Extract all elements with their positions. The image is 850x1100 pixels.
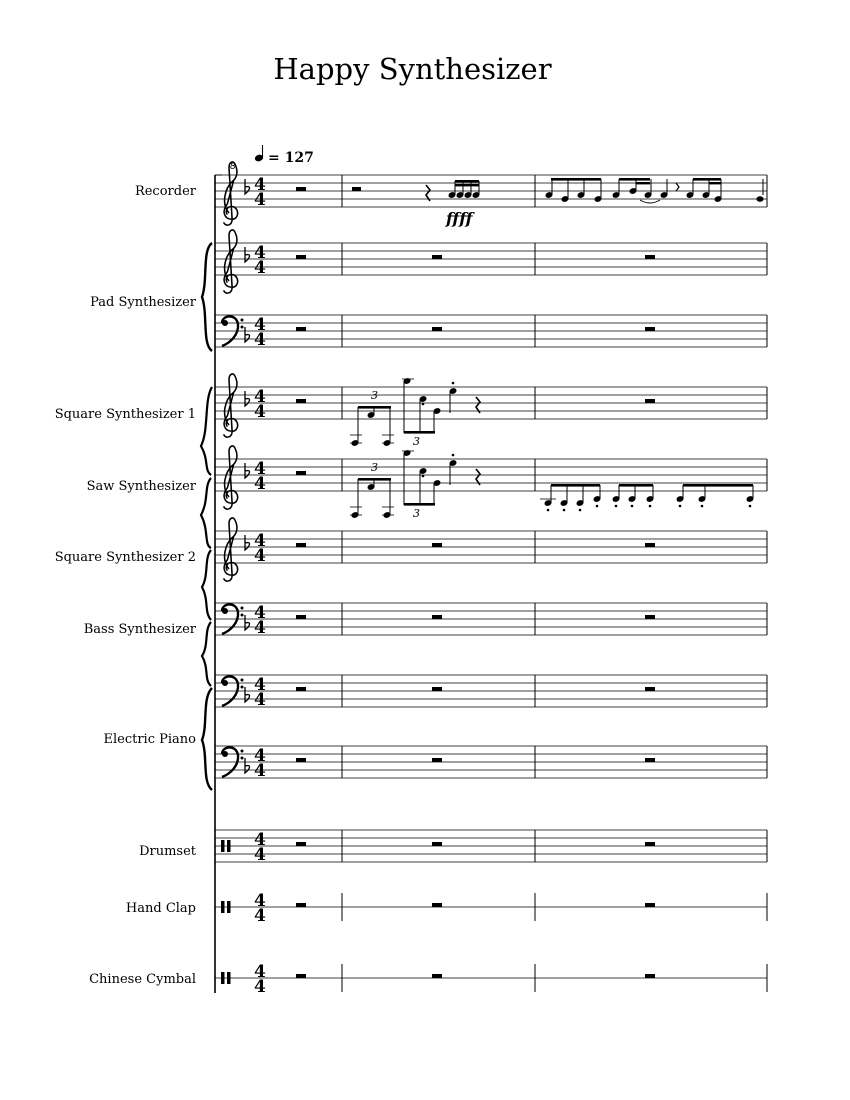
whole-rest — [432, 255, 442, 259]
tuplet-label: 3 — [371, 461, 378, 474]
time-sig-numerator: 4 — [254, 175, 266, 195]
whole-rest — [645, 974, 655, 978]
beam — [551, 484, 600, 487]
beam — [404, 431, 435, 434]
whole-rest — [645, 842, 655, 846]
tuplet-label: 3 — [413, 435, 420, 448]
pad-brace — [202, 243, 212, 351]
beam — [683, 484, 753, 487]
bass-clef-dot — [241, 686, 244, 689]
flat-icon — [245, 758, 250, 773]
time-sig-numerator: 4 — [254, 387, 266, 407]
score-title: Happy Synthesizer — [273, 52, 552, 86]
staff — [215, 374, 767, 437]
whole-rest — [296, 255, 306, 259]
bass-clef-dot — [241, 319, 244, 322]
staccato-dot — [452, 382, 455, 385]
flat-icon — [245, 247, 250, 262]
note-head — [756, 196, 763, 202]
time-sig-denominator: 4 — [254, 618, 266, 638]
bass-clef-dot — [241, 679, 244, 682]
time-sig-denominator: 4 — [254, 474, 266, 494]
whole-rest — [296, 543, 306, 547]
label-square-synthesizer-2: Square Synthesizer 2 — [54, 550, 196, 565]
time-sig-denominator: 4 — [254, 690, 266, 710]
bass-clef-dot — [222, 608, 228, 614]
time-sig-numerator: 4 — [254, 531, 266, 551]
tuplet-label: 3 — [371, 389, 378, 402]
whole-rest — [432, 327, 442, 331]
octave-mark: 8 — [230, 162, 236, 172]
staccato-dot — [579, 509, 582, 512]
whole-rest — [296, 471, 306, 475]
percussion-clef-icon — [221, 840, 225, 852]
label-hand-clap: Hand Clap — [125, 901, 196, 916]
whole-rest — [296, 758, 306, 762]
treble-clef-icon — [224, 446, 238, 509]
epiano-brace — [202, 688, 212, 790]
time-sig-numerator: 4 — [254, 962, 266, 982]
staccato-dot — [649, 505, 652, 508]
flat-icon — [245, 463, 250, 478]
time-sig-denominator: 4 — [254, 330, 266, 350]
whole-rest — [645, 903, 655, 907]
treble-clef-icon — [224, 374, 238, 437]
beam — [404, 503, 435, 506]
staccato-dot — [547, 509, 550, 512]
whole-rest — [296, 187, 306, 191]
flat-icon — [245, 687, 250, 702]
whole-rest — [432, 758, 442, 762]
staff — [215, 746, 767, 781]
beam — [619, 178, 650, 181]
bass-clef-dot — [241, 757, 244, 760]
dynamic-mark: ffff — [446, 209, 473, 228]
half-rest — [352, 187, 361, 191]
whole-rest — [645, 543, 655, 547]
beam — [455, 180, 479, 182]
beam — [619, 484, 653, 487]
beam — [693, 178, 721, 181]
beam — [709, 182, 721, 184]
time-sig-denominator: 4 — [254, 906, 266, 926]
time-sig-numerator: 4 — [254, 243, 266, 263]
flat-icon — [245, 327, 250, 342]
bass-clef-dot — [222, 320, 228, 326]
whole-rest — [432, 903, 442, 907]
staff — [215, 962, 767, 997]
flat-icon — [245, 391, 250, 406]
staff — [215, 518, 767, 581]
staff — [215, 230, 767, 293]
percussion-clef-icon — [227, 901, 231, 913]
whole-rest — [645, 758, 655, 762]
staff — [215, 830, 767, 865]
flat-icon — [245, 615, 250, 630]
whole-rest — [432, 543, 442, 547]
staccato-dot — [452, 454, 455, 457]
whole-rest — [432, 842, 442, 846]
time-sig-denominator: 4 — [254, 258, 266, 278]
time-sig-numerator: 4 — [254, 459, 266, 479]
whole-rest — [296, 903, 306, 907]
staff — [215, 603, 767, 638]
whole-rest — [296, 974, 306, 978]
time-sig-denominator: 4 — [254, 190, 266, 210]
staccato-dot — [563, 509, 566, 512]
whole-rest — [296, 842, 306, 846]
treble-clef-icon — [224, 230, 238, 293]
whole-rest — [432, 687, 442, 691]
tie — [640, 200, 660, 203]
tempo-text: = 127 — [268, 150, 314, 166]
time-sig-denominator: 4 — [254, 546, 266, 566]
percussion-clef-icon — [221, 972, 225, 984]
bass-clef-dot — [241, 614, 244, 617]
percussion-clef-icon — [227, 972, 231, 984]
time-sig-denominator: 4 — [254, 761, 266, 781]
label-bass-synthesizer: Bass Synthesizer — [83, 622, 196, 637]
time-sig-numerator: 4 — [254, 891, 266, 911]
bass-clef-dot — [241, 750, 244, 753]
staccato-dot — [749, 505, 752, 508]
label-electric-piano: Electric Piano — [103, 732, 196, 747]
flat-icon — [245, 535, 250, 550]
bass-clef-dot — [241, 607, 244, 610]
time-sig-numerator: 4 — [254, 830, 266, 850]
whole-rest — [296, 399, 306, 403]
whole-rest — [296, 327, 306, 331]
beam — [358, 406, 391, 409]
synth-brace — [201, 387, 212, 686]
label-square-synthesizer-1: Square Synthesizer 1 — [54, 407, 196, 422]
staff — [215, 162, 767, 225]
staccato-dot — [701, 505, 704, 508]
time-sig-numerator: 4 — [254, 315, 266, 335]
staccato-dot — [422, 475, 425, 478]
staff — [215, 891, 767, 926]
whole-rest — [645, 399, 655, 403]
label-pad-synthesizer: Pad Synthesizer — [90, 295, 196, 310]
time-sig-denominator: 4 — [254, 977, 266, 997]
label-chinese-cymbal: Chinese Cymbal — [89, 972, 196, 987]
time-sig-denominator: 4 — [254, 845, 266, 865]
staccato-dot — [679, 505, 682, 508]
beam — [455, 184, 479, 186]
staccato-dot — [631, 505, 634, 508]
label-recorder: Recorder — [134, 184, 196, 199]
whole-rest — [645, 615, 655, 619]
time-sig-numerator: 4 — [254, 603, 266, 623]
tuplet-label: 3 — [413, 507, 420, 520]
whole-rest — [296, 687, 306, 691]
beam — [358, 478, 391, 481]
beam — [636, 182, 650, 184]
bass-clef-dot — [222, 680, 228, 686]
staccato-dot — [615, 505, 618, 508]
bass-clef-dot — [222, 751, 228, 757]
whole-rest — [645, 327, 655, 331]
staccato-dot — [422, 403, 425, 406]
rest-32 — [676, 183, 679, 191]
time-sig-numerator: 4 — [254, 675, 266, 695]
staff — [215, 446, 767, 509]
tempo-mark — [254, 145, 314, 166]
staccato-dot — [596, 505, 599, 508]
whole-rest — [432, 615, 442, 619]
label-drumset: Drumset — [139, 844, 196, 859]
staff — [215, 675, 767, 710]
label-saw-synthesizer: Saw Synthesizer — [86, 479, 196, 494]
percussion-clef-icon — [227, 840, 231, 852]
whole-rest — [432, 974, 442, 978]
treble-clef-icon — [224, 518, 238, 581]
bass-clef-dot — [241, 326, 244, 329]
whole-rest — [645, 687, 655, 691]
time-sig-numerator: 4 — [254, 746, 266, 766]
whole-rest — [645, 255, 655, 259]
beam — [551, 178, 601, 181]
percussion-clef-icon — [221, 901, 225, 913]
time-sig-denominator: 4 — [254, 402, 266, 422]
staff — [215, 315, 767, 350]
whole-rest — [296, 615, 306, 619]
flat-icon — [245, 179, 250, 194]
